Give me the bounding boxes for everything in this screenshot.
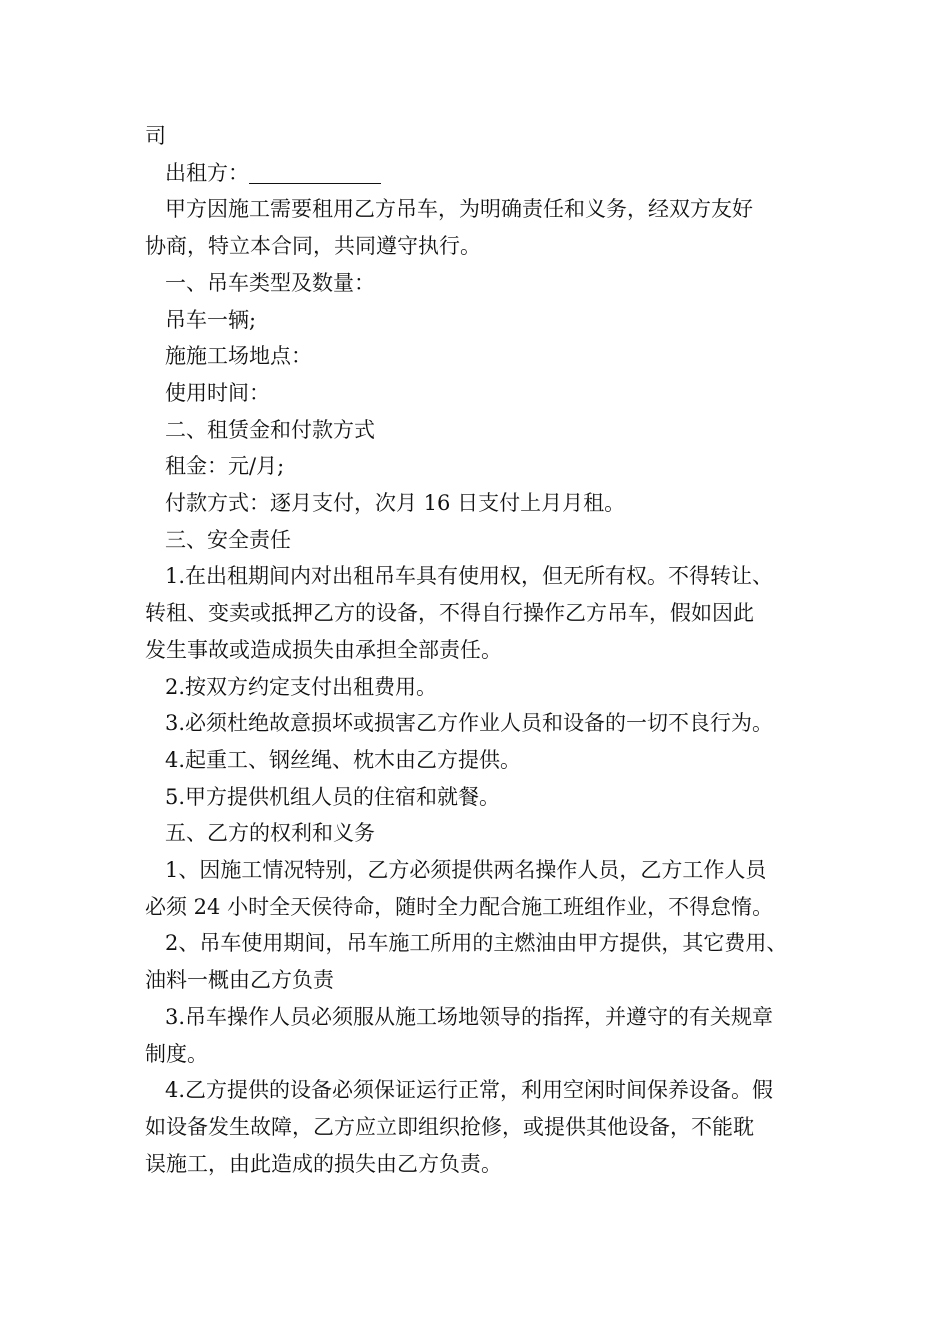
document-line	[145, 412, 825, 449]
document-line-text: 出租方：	[165, 160, 249, 185]
document-line	[145, 742, 825, 779]
document-line-text: 租金：元/月;	[165, 454, 285, 479]
document-line	[145, 155, 825, 192]
document-line	[145, 191, 825, 228]
document-line-text: 甲方因施工需要租用乙方吊车，为明确责任和义务，经双方友好	[165, 197, 753, 222]
document-line	[145, 558, 825, 595]
document-line-text: 4.起重工、钢丝绳、枕木由乙方提供。	[165, 747, 522, 772]
fill-in-blank	[249, 161, 381, 184]
document-line-text: 二、租赁金和付款方式	[165, 417, 375, 442]
document-line-text: 3.吊车操作人员必须服从施工场地领导的指挥，并遵守的有关规章	[165, 1004, 774, 1029]
document-line	[145, 815, 825, 852]
document-line-text: 五、乙方的权利和义务	[165, 821, 375, 846]
document-line-text: 1.在出租期间内对出租吊车具有使用权，但无所有权。不得转让、	[165, 564, 774, 589]
document-line-text: 制度。	[145, 1041, 208, 1066]
document-line-text: 一、吊车类型及数量：	[165, 270, 375, 295]
document-body	[145, 118, 825, 1182]
document-line	[145, 1109, 825, 1146]
document-line	[145, 1146, 825, 1183]
document-line	[145, 705, 825, 742]
document-line-text: 发生事故或造成损失由承担全部责任。	[145, 637, 502, 662]
document-line-text: 必须 24 小时全天侯待命，随时全力配合施工班组作业，不得怠惰。	[145, 894, 774, 919]
document-line	[145, 999, 825, 1036]
document-line-text: 付款方式：逐月支付，次月 16 日支付上月月租。	[165, 491, 626, 516]
document-line	[145, 228, 825, 265]
document-line-text: 5.甲方提供机组人员的住宿和就餐。	[165, 784, 501, 809]
document-line-text: 司	[145, 124, 166, 148]
document-line	[145, 925, 825, 962]
document-line-text: 施施工场地点：	[165, 344, 312, 369]
document-line-text: 三、安全责任	[165, 527, 291, 552]
document-line-text: 3.必须杜绝故意损坏或损害乙方作业人员和设备的一切不良行为。	[165, 711, 774, 736]
document-line	[145, 1036, 825, 1073]
document-line	[145, 852, 825, 889]
document-line-text: 油料一概由乙方负责	[145, 968, 334, 993]
document-line	[145, 265, 825, 302]
document-line	[145, 779, 825, 816]
document-line	[145, 632, 825, 669]
document-line	[145, 375, 825, 412]
document-line	[145, 338, 825, 375]
document-line	[145, 1072, 825, 1109]
document-line-text: 2、吊车使用期间，吊车施工所用的主燃油由甲方提供，其它费用、	[165, 931, 788, 956]
document-line	[145, 889, 825, 926]
document-line	[145, 962, 825, 999]
document-line-text: 1、因施工情况特别，乙方必须提供两名操作人员，乙方工作人员	[165, 858, 767, 883]
document-line-text: 转租、变卖或抵押乙方的设备，不得自行操作乙方吊车，假如因此	[145, 601, 754, 626]
document-line	[145, 118, 825, 155]
document-line	[145, 669, 825, 706]
document-line	[145, 522, 825, 559]
document-line-text: 如设备发生故障，乙方应立即组织抢修，或提供其他设备，不能耽	[145, 1114, 754, 1139]
document-line-text: 2.按双方约定支付出租费用。	[165, 674, 438, 699]
document-line-text: 4.乙方提供的设备必须保证运行正常，利用空闲时间保养设备。假	[165, 1078, 774, 1103]
document-line-text: 误施工，由此造成的损失由乙方负责。	[145, 1151, 502, 1176]
document-line-text: 使用时间：	[165, 380, 270, 405]
document-line	[145, 302, 825, 339]
document-line	[145, 485, 825, 522]
document-line	[145, 448, 825, 485]
document-line-text: 协商，特立本合同，共同遵守执行。	[145, 234, 481, 259]
document-line	[145, 595, 825, 632]
document-line-text: 吊车一辆;	[165, 307, 257, 332]
